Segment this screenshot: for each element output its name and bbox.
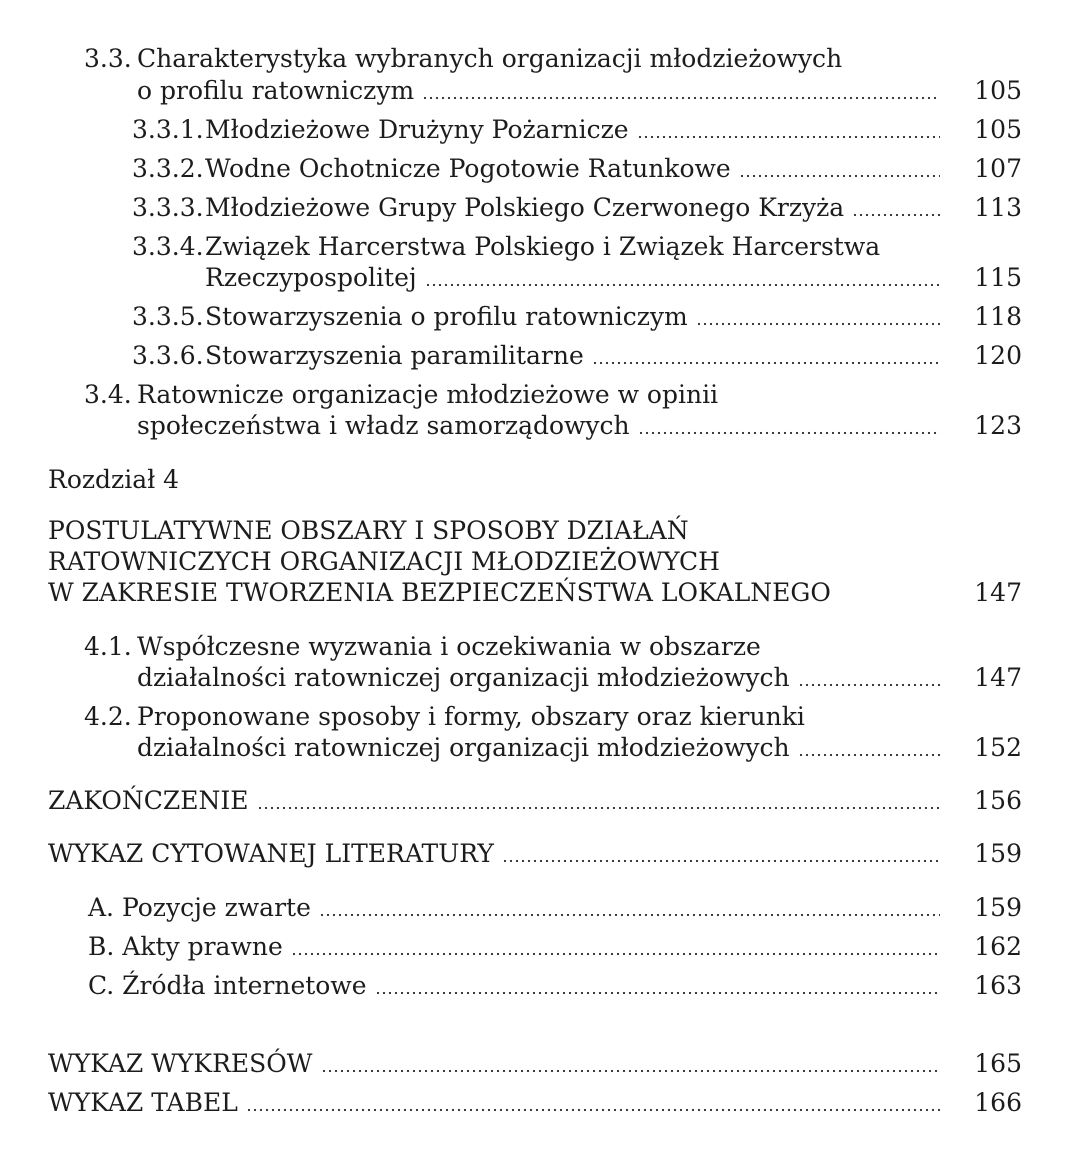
leader-dots (257, 806, 940, 810)
leader-dots (246, 1108, 940, 1112)
entry-number: 3.3.5. (132, 302, 204, 331)
entry-title-text: A. Pozycje zwarte (88, 893, 311, 922)
entry-number: 3.3.4. (132, 232, 204, 261)
chapter-title-line1: POSTULATYWNE OBSZARY I SPOSOBY DZIAŁAŃ (48, 516, 689, 545)
entry-number: 3.3.1. (132, 115, 204, 144)
leader-dots (739, 174, 940, 178)
chapter-label: Rozdział 4 (48, 465, 180, 494)
page-number: 115 (974, 263, 1022, 292)
entry-title-text: Stowarzyszenia paramilitarne (205, 341, 584, 370)
entry-title-text: społeczeństwa i władz samorządowych (137, 411, 630, 440)
entry-title (205, 302, 940, 332)
entry-title-text: o profilu ratowniczym (137, 76, 415, 105)
leader-dots (502, 859, 940, 863)
leader-dots (321, 1069, 940, 1073)
page-number: 105 (974, 76, 1022, 105)
page-number: 165 (974, 1049, 1022, 1078)
leader-dots (375, 991, 940, 995)
page-number: 162 (974, 932, 1022, 961)
leader-dots (852, 213, 940, 217)
entry-title-text: Stowarzyszenia o profilu ratowniczym (205, 302, 688, 331)
entry-title-line2 (137, 411, 940, 441)
entry-title (48, 1088, 940, 1118)
chapter-title-line2: RATOWNICZYCH ORGANIZACJI MŁODZIEŻOWYCH (48, 547, 720, 576)
page-number: 107 (974, 154, 1022, 183)
leader-dots (638, 431, 940, 435)
entry-title (88, 893, 940, 923)
entry-title-text: ZAKOŃCZENIE (48, 786, 249, 815)
leader-dots (291, 952, 940, 956)
entry-number: 3.3.2. (132, 154, 204, 183)
entry-number: 4.1. (84, 632, 132, 661)
entry-title (205, 193, 940, 223)
page-number: 105 (974, 115, 1022, 144)
entry-title-line1: Związek Harcerstwa Polskiego i Związek Harcerstwa (205, 232, 881, 261)
entry-title-line2 (137, 733, 940, 763)
leader-dots (319, 913, 940, 917)
page-number: 123 (974, 411, 1022, 440)
entry-title (88, 932, 940, 962)
leader-dots (637, 135, 940, 139)
entry-number: 3.3. (84, 44, 132, 73)
entry-title (88, 971, 940, 1001)
entry-title-text: WYKAZ WYKRESÓW (48, 1049, 313, 1078)
entry-title-line1: Charakterystyka wybranych organizacji młodzieżowych (137, 44, 843, 73)
entry-title (48, 1049, 940, 1079)
entry-title-text: działalności ratowniczej organizacji młodzieżowych (137, 733, 790, 762)
entry-title-line2 (205, 263, 940, 293)
entry-title-line1: Ratownicze organizacje młodzieżowe w opinii (137, 380, 719, 409)
page-number: 120 (974, 341, 1022, 370)
entry-number: 3.3.6. (132, 341, 204, 370)
page-number: 156 (974, 786, 1022, 815)
leader-dots (592, 361, 940, 365)
leader-dots (422, 96, 940, 100)
chapter-title-line3: W ZAKRESIE TWORZENIA BEZPIECZEŃSTWA LOKALNEGO (48, 578, 831, 607)
leader-dots (696, 322, 940, 326)
entry-title-text: WYKAZ TABEL (48, 1088, 238, 1117)
entry-title-text: Rzeczypospolitej (205, 263, 417, 292)
page-number: 159 (974, 893, 1022, 922)
page-number: 147 (974, 663, 1022, 692)
entry-title-text: Młodzieżowe Drużyny Pożarnicze (205, 115, 629, 144)
page-number: 113 (974, 193, 1022, 222)
entry-title (48, 786, 940, 816)
leader-dots (798, 683, 940, 687)
page-number: 147 (974, 578, 1022, 607)
entry-title (205, 341, 940, 371)
leader-dots (425, 283, 940, 287)
entry-number: 4.2. (84, 702, 132, 731)
leader-dots (798, 753, 940, 757)
entry-title-text: B. Akty prawne (88, 932, 283, 961)
entry-title-line2 (137, 663, 940, 693)
page-number: 163 (974, 971, 1022, 1000)
entry-title-text: działalności ratowniczej organizacji młodzieżowych (137, 663, 790, 692)
entry-number: 3.4. (84, 380, 132, 409)
entry-title-text: Wodne Ochotnicze Pogotowie Ratunkowe (205, 154, 731, 183)
entry-title-line1: Proponowane sposoby i formy, obszary oraz kierunki (137, 702, 805, 731)
entry-number: 3.3.3. (132, 193, 204, 222)
entry-title-text: Młodzieżowe Grupy Polskiego Czerwonego Krzyża (205, 193, 845, 222)
page-number: 152 (974, 733, 1022, 762)
page-number: 166 (974, 1088, 1022, 1117)
entry-title-line2 (137, 76, 940, 106)
entry-title-text: C. Źródła internetowe (88, 971, 367, 1000)
entry-title (48, 839, 940, 869)
entry-title (205, 154, 940, 184)
page-number: 118 (974, 302, 1022, 331)
entry-title-text: WYKAZ CYTOWANEJ LITERATURY (48, 839, 494, 868)
page-number: 159 (974, 839, 1022, 868)
entry-title (205, 115, 940, 145)
entry-title-line1: Współczesne wyzwania i oczekiwania w obszarze (137, 632, 761, 661)
